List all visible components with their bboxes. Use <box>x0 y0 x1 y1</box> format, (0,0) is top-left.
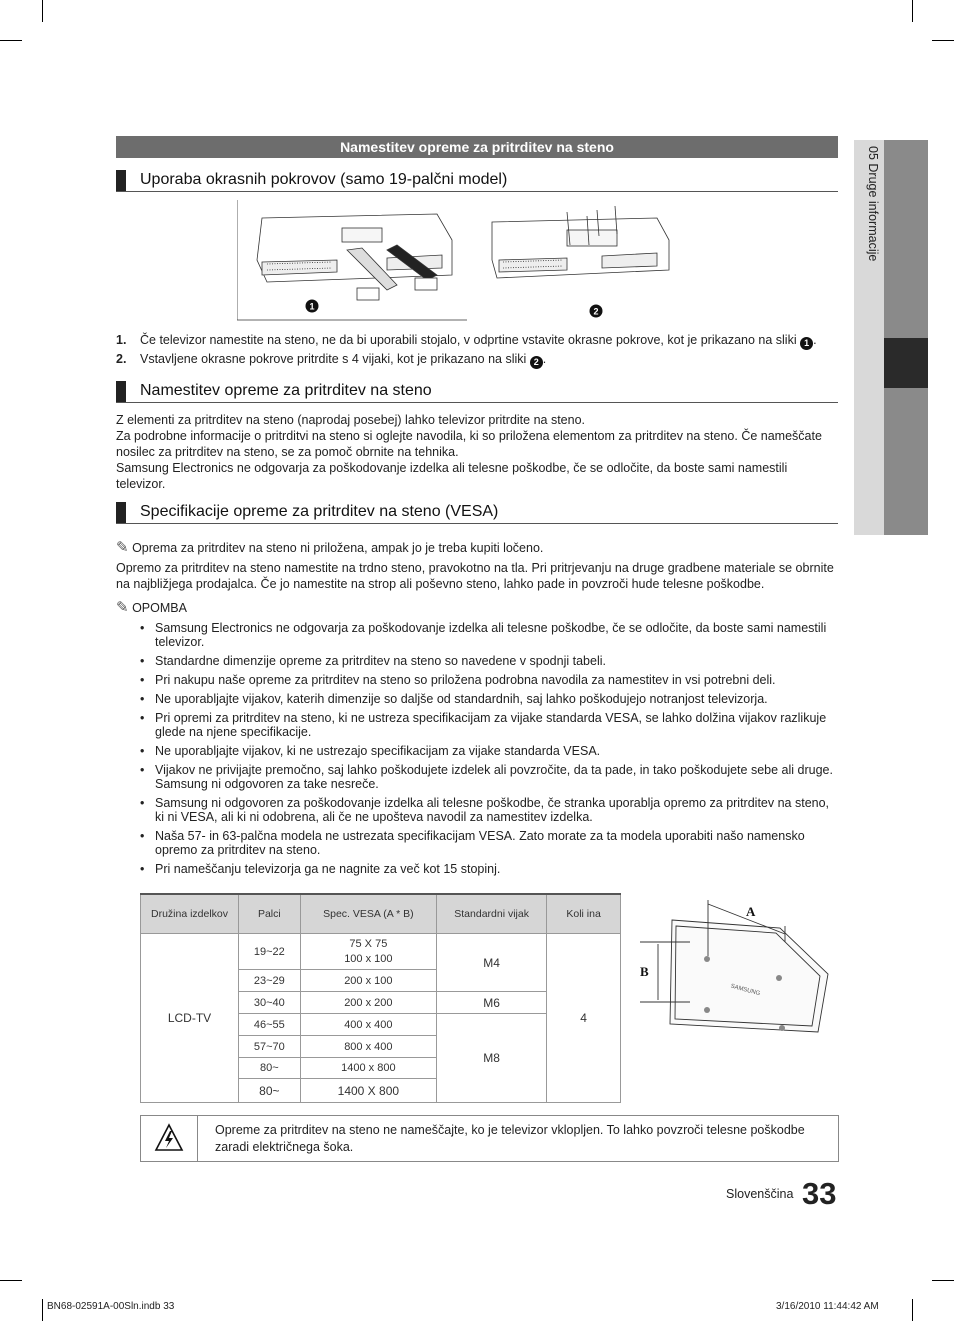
list-item: • Ne uporabljajte vijakov, katerih dimenzije so daljše od standardnih, saj lahko poškodujejo notranjost televizorja. <box>140 692 840 706</box>
wall-mount-intro: Z elementi za pritrditev na steno (naprodaj posebej) lahko televizor pritrdite na steno. Za podrobne informacije o pritrditvi na steno si oglejte navodila, ki so priložena elementom za pritrditev na steno. Če nameščate nosilec za pritrditev na steno, se za pomoč obrnite na tehnika. Samsung Electronics ne odgovarja za poškodovanje izdelka ali telesne poškodbe, če se odločite, da boste sami namestili televizor. <box>116 413 822 491</box>
page-language: Slovenščina <box>726 1187 794 1201</box>
side-tab-marker <box>884 338 928 388</box>
figure-label-2: 2 <box>593 306 599 317</box>
list-item: • Pri opremi za pritrditev na steno, ki ne ustreza specifikacijam za vijake standarda VESA, se lahko dolžina vijakov razlikuje glede na njene specifikacije. <box>140 711 840 739</box>
table-cell: 1400 x 800 <box>300 1058 436 1079</box>
table-cell: 75 X 75 100 x 100 <box>300 934 436 970</box>
table-cell: 30~40 <box>239 992 301 1014</box>
warning-text: Opreme za pritrditev na steno ne nameščajte, ko je televizor vklopljen. To lahko povzroči telesne poškodbe zaradi električnega šoka. <box>215 1123 805 1154</box>
quantity-cell: 4 <box>547 934 621 1103</box>
table-header: Spec. VESA (A * B) <box>300 894 436 934</box>
cover-installation-figure <box>237 200 677 324</box>
vesa-note: ✎ Oprema za pritrditev na steno ni priložena, ampak jo je treba kupiti ločeno. <box>116 539 544 556</box>
section-heading-wall-mount: Namestitev opreme za pritrditev na steno <box>116 381 838 403</box>
table-cell: 23~29 <box>239 970 301 992</box>
cover-steps-list <box>116 331 838 369</box>
list-item: • Pri nakupu naše opreme za pritrditev na steno so priložena podrobna navodila za namestitev in vsi potrebni deli. <box>140 673 840 687</box>
dimension-label-b: B <box>640 964 649 979</box>
figure-label-1: 1 <box>309 301 315 312</box>
brand-logo: SAMSUNG <box>729 983 761 998</box>
table-cell: 800 x 400 <box>300 1036 436 1058</box>
table-cell: 46~55 <box>239 1014 301 1036</box>
table-header: Palci <box>239 894 301 934</box>
list-item: • Pri nameščanju televizorja ga ne nagnite za več kot 15 stopinj. <box>140 862 840 876</box>
page-title-bar: Namestitev opreme za pritrditev na steno <box>116 136 838 158</box>
list-item: 2. Vstavljene okrasne pokrove pritrdite s 4 vijaki, kot je prikazano na sliki 2 . <box>116 352 547 367</box>
note-bullet-list <box>140 621 840 881</box>
table-cell: 57~70 <box>239 1036 301 1058</box>
product-family-cell: LCD-TV <box>141 934 239 1103</box>
table-cell: 80~ <box>239 1079 301 1103</box>
table-header: Koli ina <box>547 894 621 934</box>
print-footer-date: 3/16/2010 11:44:42 AM <box>776 1301 879 1312</box>
table-cell: 200 x 200 <box>300 992 436 1014</box>
vesa-spec-table <box>140 893 621 1103</box>
table-cell: 400 x 400 <box>300 1014 436 1036</box>
list-item: • Standardne dimenzije opreme za pritrditev na steno so navedene v spodnji tabeli. <box>140 654 840 668</box>
list-item: • Naša 57- in 63-palčna modela ne ustrezata specifikacijam VESA. Zato morate za ta modela uporabiti našo namensko opremo za pritrditev na steno. <box>140 829 840 857</box>
list-item: 1. Če televizor namestite na steno, ne da bi uporabili stojalo, v odprtine vstavite okrasne pokrove, kot je prikazano na sliki 1 . <box>116 333 817 348</box>
pencil-icon: ✎ <box>116 539 129 556</box>
print-footer-file: BN68-02591A-00Sln.indb 33 <box>47 1301 175 1312</box>
table-header: Družina izdelkov <box>141 894 239 934</box>
note-heading: ✎ OPOMBA <box>116 599 187 616</box>
section-heading-vesa: Specifikacije opreme za pritrditev na steno (VESA) <box>116 502 838 524</box>
table-cell: M8 <box>437 1014 547 1103</box>
table-cell: 200 x 100 <box>300 970 436 992</box>
chapter-label: 05 Druge informacije <box>866 146 880 262</box>
pencil-icon: ✎ <box>116 599 129 616</box>
tv-back-vesa-diagram <box>630 892 840 1042</box>
table-cell: M4 <box>437 934 547 992</box>
list-item: • Samsung ni odgovoren za poškodovanje izdelka ali telesne poškodbe, če stranka uporablja opremo za pritrditev na steno, ki ni VESA, ali ki ni odobrena, ali če ne upošteva navodil za namestitev izdelka. <box>140 796 840 824</box>
table-cell: 19~22 <box>239 934 301 970</box>
vesa-paragraph: Opremo za pritrditev na steno namestite na trdno steno, pravokotno na tla. Pri pritrjevanju na druge gradbene materiale se obrnite na najbližjega prodajalca. Če jo namestite na strop ali poševno steno, lahko pade in povzroči hude telesne poškodbe. <box>116 561 834 591</box>
warning-box <box>140 1115 839 1162</box>
table-cell: M6 <box>437 992 547 1014</box>
table-header: Standardni vijak <box>437 894 547 934</box>
dimension-label-a: A <box>746 904 756 919</box>
page-number: 33 <box>802 1176 837 1211</box>
list-item: • Vijakov ne privijajte premočno, saj lahko poškodujete izdelek ali povzročite, da ta pade, in tako poškodujete sebe ali druge. Samsung ni odgovoren za take nesreče. <box>140 763 840 791</box>
list-item: • Samsung Electronics ne odgovarja za poškodovanje izdelka ali telesne poškodbe, če se odločite, da boste sami namestili televizor. <box>140 621 840 649</box>
section-heading-covers: Uporaba okrasnih pokrovov (samo 19-palčni model) <box>116 170 838 192</box>
list-item: • Ne uporabljajte vijakov, ki ne ustrezajo specifikacijam za vijake standarda VESA. <box>140 744 840 758</box>
electric-shock-warning-icon <box>141 1116 197 1161</box>
table-cell: 1400 X 800 <box>300 1079 436 1103</box>
table-cell: 80~ <box>239 1058 301 1079</box>
